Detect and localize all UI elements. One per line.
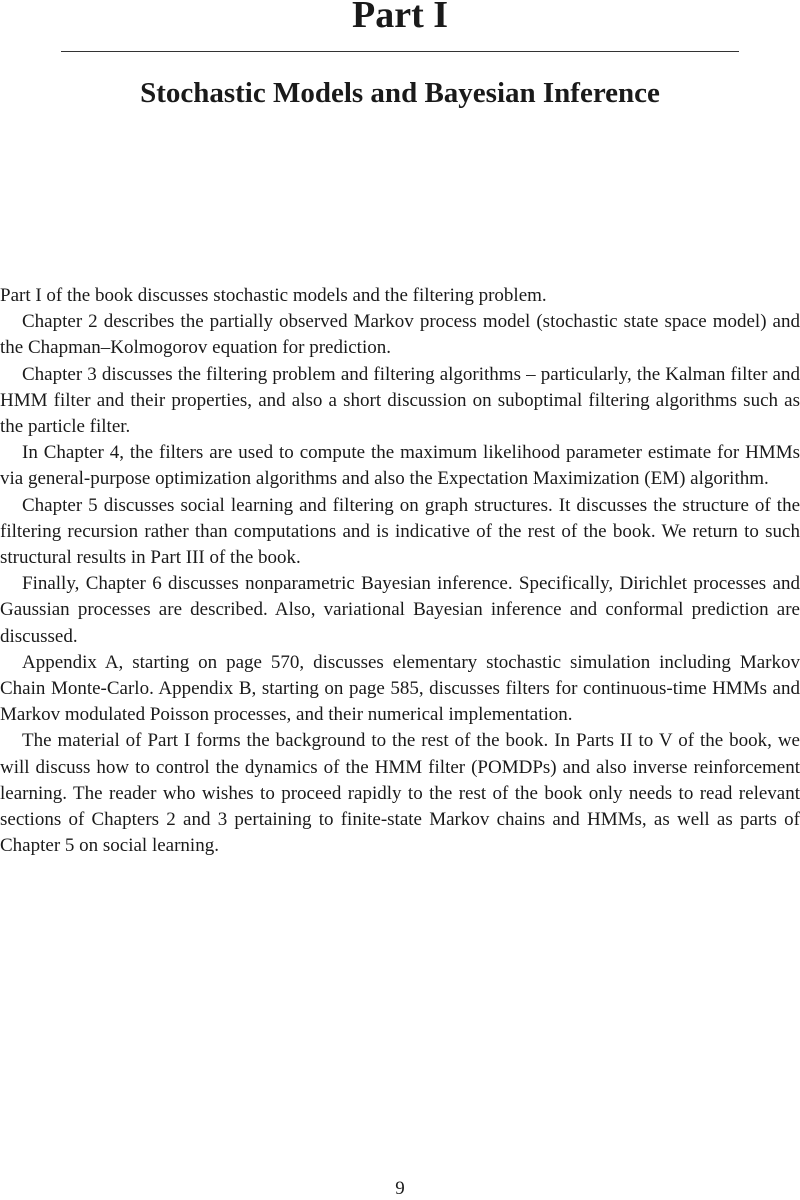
part-title: Part I bbox=[351, 0, 449, 36]
page-number: 9 bbox=[395, 1178, 405, 1199]
paragraph-intro: Part I of the book discusses stochastic models and the filtering problem. bbox=[0, 285, 547, 306]
paragraph-chapter-2: Chapter 2 describes the partially observed Markov process model (stochastic state space model) and the Chapman–Kolmogorov equation for prediction. bbox=[0, 311, 800, 359]
title-divider bbox=[61, 51, 739, 52]
part-subtitle: Stochastic Models and Bayesian Inference bbox=[140, 77, 660, 109]
paragraph-summary: The material of Part I forms the background to the rest of the book. In Parts II to V of the book, we will discuss how to control the dynamics of the HMM filter (POMDPs) and also inverse reinforcement learning. The reader who wishes to proceed rapidly to the rest of the book only needs to read relevant sections of Chapters 2 and 3 pertaining to finite-state Markov chains and HMMs, as well as parts of Chapter 5 on social learning. bbox=[0, 730, 800, 857]
paragraph-appendices: Appendix A, starting on page 570, discusses elementary stochastic simulation including Markov Chain Monte-Carlo. Appendix B, starting on page 585, discusses filters for continuous-​time HMMs and Markov modulated Poisson processes, and their numerical implementation. bbox=[0, 651, 800, 726]
paragraph-chapter-3: Chapter 3 discusses the filtering problem and filtering algorithms – particularly, the Kalman filter and HMM filter and their properties, and also a short discussion on suboptimal filtering algorithms such as the particle filter. bbox=[0, 363, 800, 438]
part-introduction-text bbox=[0, 283, 800, 859]
paragraph-chapter-6: Finally, Chapter 6 discusses nonparametric Bayesian inference. Specifically, Dirichlet processes and Gaussian processes are described. Also, variational Bayesian inference and conformal prediction are discussed. bbox=[0, 573, 800, 647]
paragraph-chapter-4: In Chapter 4, the filters are used to compute the maximum likelihood parameter estimate for HMMs via general-purpose optimization algorithms and also the Expectation Maximization (EM) algorithm. bbox=[0, 442, 800, 490]
paragraph-chapter-5: Chapter 5 discusses social learning and filtering on graph structures. It discusses the structure of the filtering recursion rather than computations and is indicative of the rest of the book. We return to such structural results in Part III of the book. bbox=[0, 494, 800, 569]
